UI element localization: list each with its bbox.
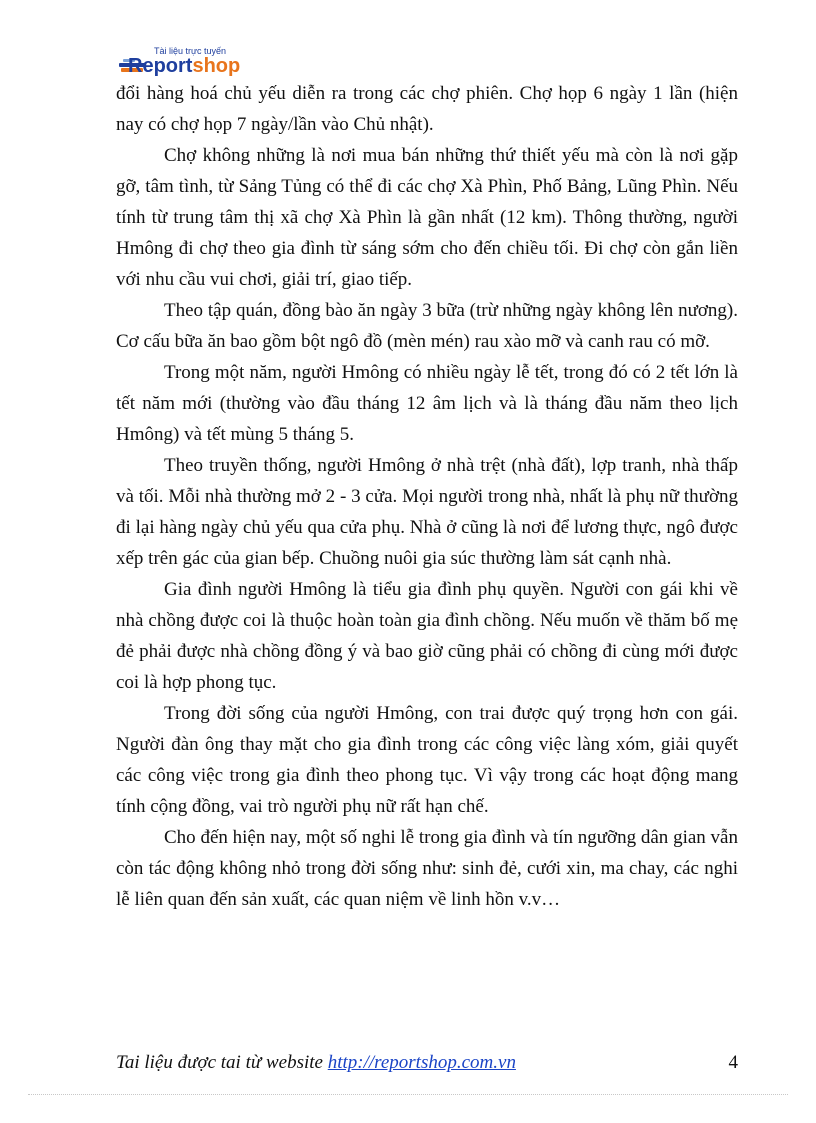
page-number: 4 <box>728 1052 738 1073</box>
page-footer <box>116 1052 738 1082</box>
paragraph: đổi hàng hoá chủ yếu diễn ra trong các chợ phiên. Chợ họp 6 ngày 1 lần (hiện nay có chợ họp 7 ngày/lần vào Chủ nhật). <box>116 83 738 135</box>
footer-note <box>116 1052 516 1074</box>
page-divider <box>28 1094 788 1095</box>
logo-tagline: Tài liệu trực tuyến <box>154 46 227 56</box>
paragraph: Chợ không những là nơi mua bán những thứ thiết yếu mà còn là nơi gặp gỡ, tâm tình, từ Sảng Tủng có thể đi các chợ Xà Phìn, Phố Bảng, Lũng Phìn. Nếu tính từ trung tâm thị xã chợ Xà Phìn là gần nhất (12 km). Thông thường, người Hmông đi chợ theo gia đình từ sáng sớm cho đến chiều tối. Đi chợ còn gắn liền với nhu cầu vui chơi, giải trí, giao tiếp. <box>116 145 738 290</box>
paragraph: Cho đến hiện nay, một số nghi lễ trong gia đình và tín ngưỡng dân gian vẫn còn tác động không nhỏ trong đời sống như: sinh đẻ, cưới xin, ma chay, các nghi lễ liên quan đến sản xuất, các quan niệm về linh hồn v.v… <box>116 827 738 910</box>
paragraph: Trong một năm, người Hmông có nhiều ngày lễ tết, trong đó có 2 tết lớn là tết năm mới (thường vào đầu tháng 12 âm lịch và là tháng đầu năm theo lịch Hmông) và tết mùng 5 tháng 5. <box>116 362 738 445</box>
paragraph: Theo truyền thống, người Hmông ở nhà trệt (nhà đất), lợp tranh, nhà thấp và tối. Mỗi nhà thường mở 2 - 3 cửa. Mọi người trong nhà, nhất là phụ nữ thường đi lại hàng ngày chủ yếu qua cửa phụ. Nhà ở cũng là nơi để lương thực, ngô được xếp trên gác của gian bếp. Chuồng nuôi gia súc thường làm sát cạnh nhà. <box>116 455 738 569</box>
footer-text: Tai liệu được tai từ website <box>116 1052 328 1073</box>
footer-link[interactable]: http://reportshop.com.vn <box>327 1052 516 1073</box>
reportshop-logo <box>118 46 278 80</box>
paragraph: Gia đình người Hmông là tiểu gia đình phụ quyền. Người con gái khi về nhà chồng được coi là thuộc hoàn toàn gia đình chồng. Nếu muốn về thăm bố mẹ đẻ phải được nhà chồng đồng ý và bao giờ cũng phải có chồng đi cùng mới được coi là hợp phong tục. <box>116 579 738 693</box>
page-body <box>116 78 738 915</box>
logo-wordmark: Reportshop <box>128 55 241 77</box>
paragraph: Trong đời sống của người Hmông, con trai được quý trọng hơn con gái. Người đàn ông thay mặt cho gia đình trong các công việc làng xóm, giải quyết các công việc trong gia đình theo phong tục. Vì vậy trong các hoạt động mang tính cộng đồng, vai trò người phụ nữ rất hạn chế. <box>116 703 738 817</box>
paragraph: Theo tập quán, đồng bào ăn ngày 3 bữa (trừ những ngày không lên nương). Cơ cấu bữa ăn bao gồm bột ngô đồ (mèn mén) rau xào mỡ và canh rau có mỡ. <box>116 300 738 352</box>
